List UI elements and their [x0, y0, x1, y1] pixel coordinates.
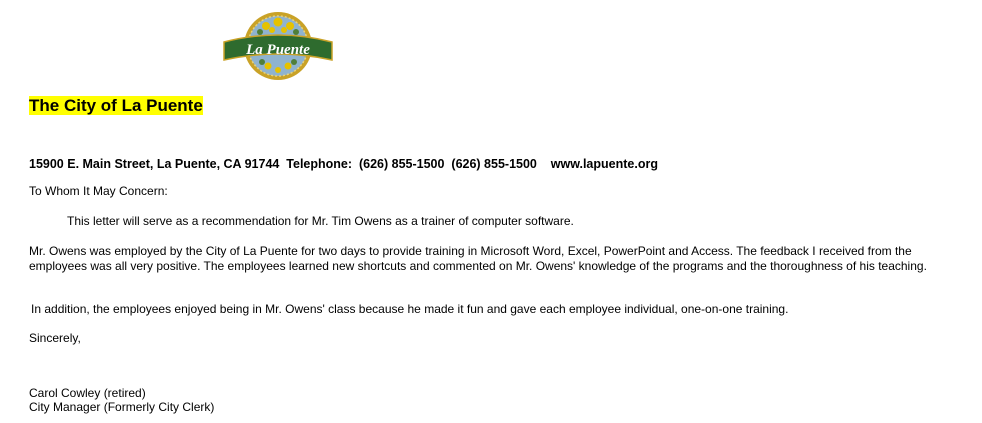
signer-name: Carol Cowley (retired) [29, 386, 146, 400]
city-logo [220, 8, 336, 84]
intro-paragraph: This letter will serve as a recommendation for Mr. Tim Owens as a trainer of computer software. [67, 214, 574, 228]
page-title [29, 95, 203, 117]
title-part-2: La Puente [121, 96, 203, 115]
body-paragraph-1: Mr. Owens was employed by the City of La Puente for two days to provide training in Microsoft Word, Excel, PowerPoint and Access. The feedback I received from the employees was all very positive. The employees learned new shortcuts and commented on Mr. Owens' knowledge of the programs and the thoroughness of his teaching. [29, 244, 927, 273]
salutation: To Whom It May Concern: [29, 184, 168, 198]
closing: Sincerely, [29, 331, 81, 345]
la-puente-seal-icon [220, 8, 336, 84]
logo-text: La Puente [246, 42, 310, 58]
signer-title: City Manager (Formerly City Clerk) [29, 400, 215, 414]
body-paragraph-2: In addition, the employees enjoyed being in Mr. Owens' class because he made it fun and gave each employee individual, one-on-one training. [31, 302, 789, 316]
address-line: 15900 E. Main Street, La Puente, CA 91744 Telephone: (626) 855-1500 (626) 855-1500 www.lapuente.org [29, 157, 658, 171]
title-part-1: The City of [29, 96, 122, 115]
